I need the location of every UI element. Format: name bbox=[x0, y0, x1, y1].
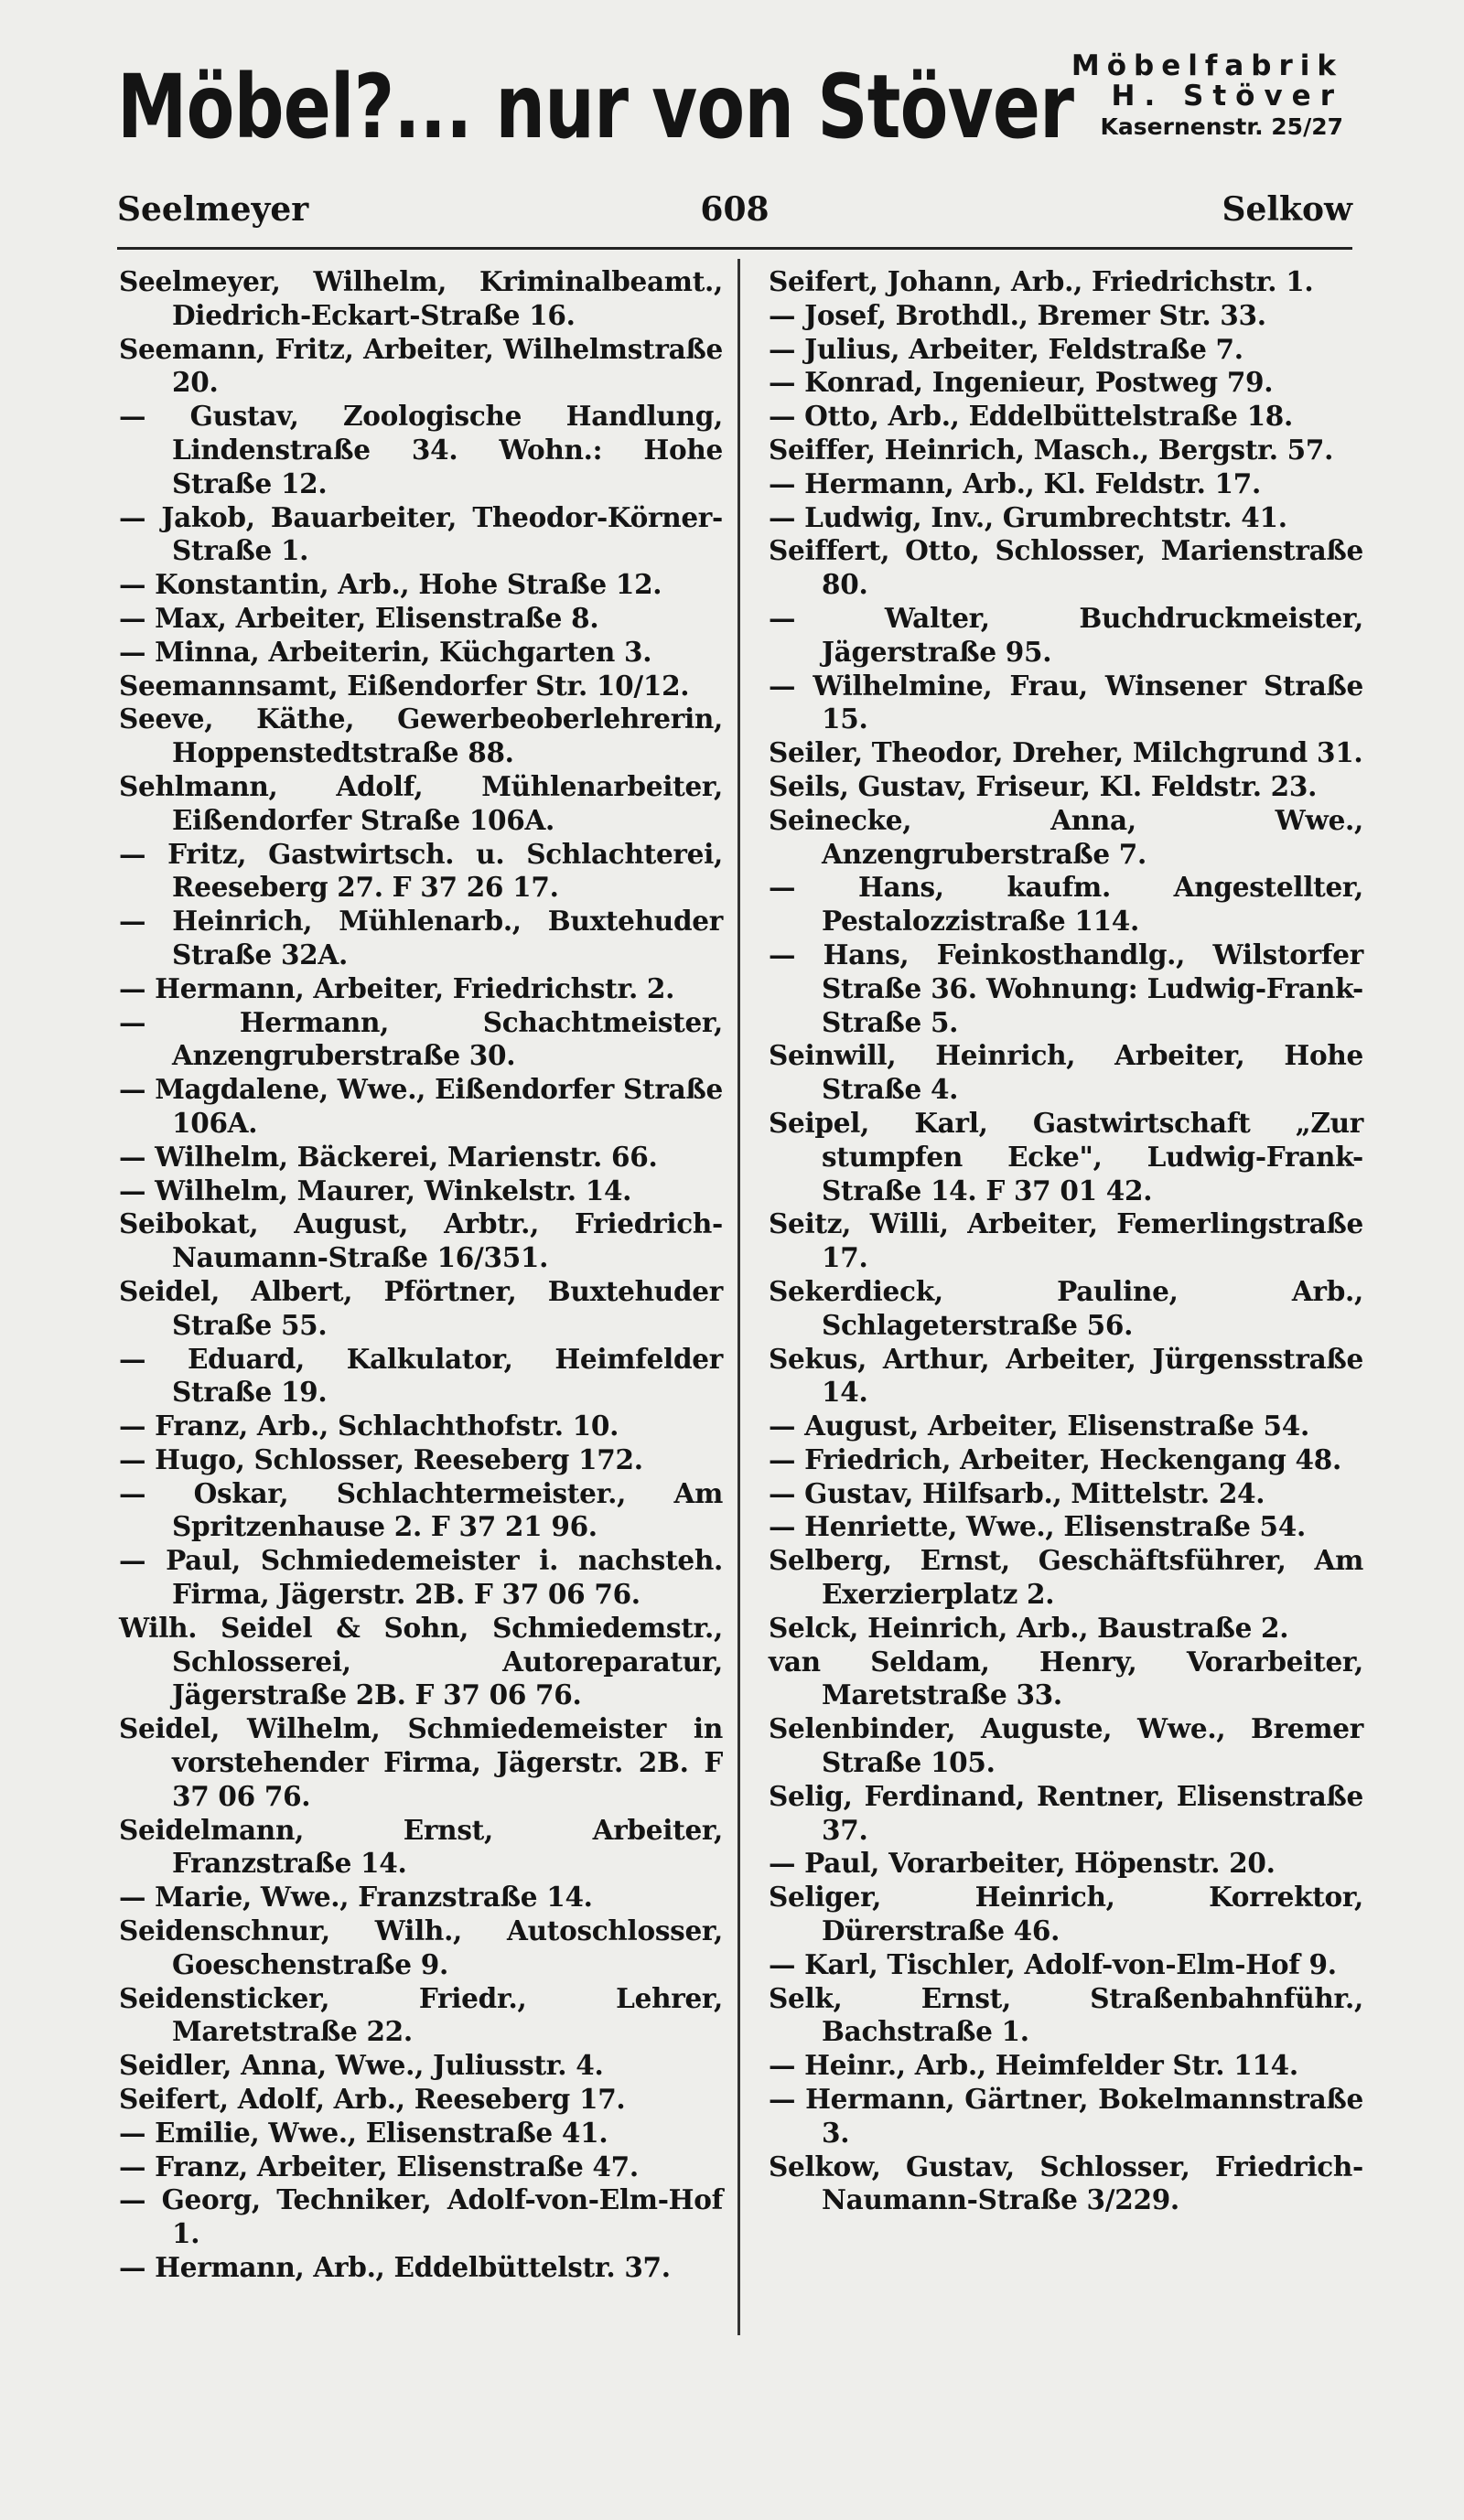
directory-entry: — Gustav, Zoologische Handlung, Lindenstraße 34. Wohn.: Hohe Straße 12. bbox=[119, 400, 723, 499]
directory-entry: Seiffer, Heinrich, Masch., Bergstr. 57. bbox=[769, 433, 1334, 466]
directory-entry: Seemann, Fritz, Arbeiter, Wilhelmstraße 20. bbox=[119, 332, 723, 399]
directory-entry: — Georg, Techniker, Adolf-von-Elm-Hof 1. bbox=[119, 2183, 723, 2250]
advert-slogan: Möbel?... nur von Stöver bbox=[117, 56, 1074, 158]
directory-entry: — Heinr., Arb., Heimfelder Str. 114. bbox=[769, 2049, 1298, 2082]
directory-entry: Seils, Gustav, Friseur, Kl. Feldstr. 23. bbox=[769, 769, 1318, 802]
directory-entry: Seiler, Theodor, Dreher, Milchgrund 31. bbox=[769, 736, 1363, 769]
header-divider bbox=[117, 247, 1352, 250]
directory-entry: — Friedrich, Arbeiter, Heckengang 48. bbox=[769, 1442, 1341, 1475]
directory-entry: Seidensticker, Friedr., Lehrer, Maretstraße 22. bbox=[119, 1981, 723, 2048]
directory-entry: Seipel, Karl, Gastwirtschaft „Zur stumpfen Ecke", Ludwig-Frank-Straße 14. F 37 01 42. bbox=[769, 1106, 1363, 1206]
directory-entry: Seidelmann, Ernst, Arbeiter, Franzstraße 14. bbox=[119, 1813, 723, 1880]
directory-entry: Seiffert, Otto, Schlosser, Marienstraße 80. bbox=[769, 534, 1363, 601]
directory-entry: — Ludwig, Inv., Grumbrechtstr. 41. bbox=[769, 500, 1287, 533]
page-number: 608 bbox=[700, 190, 770, 229]
advert-firm-line3: Kasernenstr. 25/27 bbox=[1100, 113, 1343, 140]
advertisement-banner bbox=[117, 48, 1343, 165]
directory-entry: — Konstantin, Arb., Hohe Straße 12. bbox=[119, 568, 662, 601]
directory-entry: Selck, Heinrich, Arb., Baustraße 2. bbox=[769, 1611, 1289, 1644]
directory-entry: — Konrad, Ingenieur, Postweg 79. bbox=[769, 366, 1274, 399]
directory-entry: Seifert, Johann, Arb., Friedrichstr. 1. bbox=[769, 265, 1314, 297]
advert-firm-line2: H. Stöver bbox=[1111, 80, 1343, 113]
directory-entry: — Walter, Buchdruckmeister, Jägerstraße 95. bbox=[769, 601, 1363, 668]
directory-entry: Seidel, Albert, Pförtner, Buxtehuder Straße 55. bbox=[119, 1274, 723, 1341]
directory-entry: — Heinrich, Mühlenarb., Buxtehuder Straße 32A. bbox=[119, 905, 723, 970]
directory-entry: — Karl, Tischler, Adolf-von-Elm-Hof 9. bbox=[769, 1947, 1337, 1980]
directory-entry: — Jakob, Bauarbeiter, Theodor-Körner-Straße 1. bbox=[119, 500, 723, 567]
directory-entry: — Eduard, Kalkulator, Heimfelder Straße 19. bbox=[119, 1342, 723, 1409]
directory-entry: Sekus, Arthur, Arbeiter, Jürgensstraße 14. bbox=[769, 1342, 1363, 1409]
directory-entry: — Hermann, Schachtmeister, Anzengruberstraße 30. bbox=[119, 1005, 723, 1072]
directory-entry: — Wilhelm, Bäckerei, Marienstr. 66. bbox=[119, 1140, 658, 1173]
directory-entry: — Hermann, Arb., Eddelbüttelstr. 37. bbox=[119, 2251, 671, 2284]
directory-entry: — Hermann, Arbeiter, Friedrichstr. 2. bbox=[119, 971, 675, 1004]
directory-entry: — Gustav, Hilfsarb., Mittelstr. 24. bbox=[769, 1476, 1265, 1509]
directory-entry: — Henriette, Wwe., Elisenstraße 54. bbox=[769, 1510, 1306, 1543]
directory-entry: Sekerdieck, Pauline, Arb., Schlageterstraße 56. bbox=[769, 1274, 1363, 1341]
directory-entry: — Wilhelm, Maurer, Winkelstr. 14. bbox=[119, 1174, 632, 1206]
directory-entry: Selk, Ernst, Straßenbahnführ., Bachstraße 1. bbox=[769, 1981, 1363, 2048]
directory-entry: — Minna, Arbeiterin, Küchgarten 3. bbox=[119, 635, 652, 668]
directory-entry: Seelmeyer, Wilhelm, Kriminalbeamt., Diedrich-Eckart-Straße 16. bbox=[119, 265, 723, 331]
left-column bbox=[119, 265, 723, 2285]
directory-entry: — Hans, kaufm. Angestellter, Pestalozzistraße 114. bbox=[769, 871, 1363, 938]
directory-entry: Seidenschnur, Wilh., Autoschlosser, Goeschenstraße 9. bbox=[119, 1914, 723, 1980]
directory-entry: — Hermann, Arb., Kl. Feldstr. 17. bbox=[769, 466, 1261, 499]
directory-entry: Seeve, Käthe, Gewerbeoberlehrerin, Hoppenstedtstraße 88. bbox=[119, 702, 723, 769]
directory-entry: — Paul, Vorarbeiter, Höpenstr. 20. bbox=[769, 1847, 1276, 1880]
header-last-entry: Selkow bbox=[1222, 190, 1352, 229]
directory-entry: — Paul, Schmiedemeister i. nachsteh. Firma, Jägerstr. 2B. F 37 06 76. bbox=[119, 1544, 723, 1611]
directory-entry: — August, Arbeiter, Elisenstraße 54. bbox=[769, 1410, 1309, 1442]
directory-entry: — Max, Arbeiter, Elisenstraße 8. bbox=[119, 601, 599, 634]
advert-firm-block bbox=[1046, 51, 1343, 142]
directory-entry: — Franz, Arbeiter, Elisenstraße 47. bbox=[119, 2150, 639, 2182]
directory-entry: — Oskar, Schlachtermeister., Am Spritzenhause 2. F 37 21 96. bbox=[119, 1476, 723, 1543]
directory-entry: — Fritz, Gastwirtsch. u. Schlachterei, Reeseberg 27. F 37 26 17. bbox=[119, 837, 723, 904]
directory-entry: Selig, Ferdinand, Rentner, Elisenstraße 37. bbox=[769, 1779, 1363, 1846]
directory-entry: Wilh. Seidel & Sohn, Schmiedemstr., Schlosserei, Autoreparatur, Jägerstraße 2B. F 37 06 76. bbox=[119, 1611, 723, 1711]
directory-entry: Seidler, Anna, Wwe., Juliusstr. 4. bbox=[119, 2049, 604, 2082]
directory-entry: van Seldam, Henry, Vorarbeiter, Maretstraße 33. bbox=[769, 1645, 1363, 1711]
directory-entry: Selenbinder, Auguste, Wwe., Bremer Straße 105. bbox=[769, 1712, 1363, 1779]
directory-entry: — Hugo, Schlosser, Reeseberg 172. bbox=[119, 1442, 643, 1475]
directory-entry: Seemannsamt, Eißendorfer Str. 10/12. bbox=[119, 669, 690, 702]
running-header bbox=[117, 183, 1352, 238]
directory-entry: — Hans, Feinkosthandlg., Wilstorfer Straße 36. Wohnung: Ludwig-Frank-Straße 5. bbox=[769, 938, 1363, 1038]
directory-entry: — Magdalene, Wwe., Eißendorfer Straße 106A. bbox=[119, 1073, 723, 1139]
directory-entry: Seibokat, August, Arbtr., Friedrich-Naumann-Straße 16/351. bbox=[119, 1207, 723, 1274]
column-divider bbox=[737, 259, 740, 2335]
directory-entry: — Hermann, Gärtner, Bokelmannstraße 3. bbox=[769, 2083, 1363, 2149]
directory-entry: Seinwill, Heinrich, Arbeiter, Hohe Straße 4. bbox=[769, 1039, 1363, 1106]
directory-entry: Seinecke, Anna, Wwe., Anzengruberstraße 7. bbox=[769, 803, 1363, 870]
header-first-entry: Seelmeyer bbox=[117, 190, 309, 229]
directory-entry: — Emilie, Wwe., Elisenstraße 41. bbox=[119, 2116, 608, 2149]
directory-entry: Seliger, Heinrich, Korrektor, Dürerstraße 46. bbox=[769, 1881, 1363, 1947]
directory-entry: — Otto, Arb., Eddelbüttelstraße 18. bbox=[769, 400, 1293, 433]
advert-firm-line1: Möbelfabrik bbox=[1071, 49, 1343, 82]
directory-entry: Seitz, Willi, Arbeiter, Femerlingstraße 17. bbox=[769, 1207, 1363, 1274]
directory-entry: — Julius, Arbeiter, Feldstraße 7. bbox=[769, 332, 1243, 365]
right-column bbox=[769, 265, 1363, 2217]
directory-entry: Selberg, Ernst, Geschäftsführer, Am Exerzierplatz 2. bbox=[769, 1544, 1363, 1611]
directory-entry: — Franz, Arb., Schlachthofstr. 10. bbox=[119, 1410, 619, 1442]
directory-entry: — Wilhelmine, Frau, Winsener Straße 15. bbox=[769, 669, 1363, 735]
directory-entry: Seifert, Adolf, Arb., Reeseberg 17. bbox=[119, 2083, 626, 2116]
directory-entry: — Josef, Brothdl., Bremer Str. 33. bbox=[769, 298, 1266, 331]
directory-entry: Selkow, Gustav, Schlosser, Friedrich-Naumann-Straße 3/229. bbox=[769, 2150, 1363, 2216]
directory-entry: — Marie, Wwe., Franzstraße 14. bbox=[119, 1881, 593, 1914]
directory-entry: Seidel, Wilhelm, Schmiedemeister in vorstehender Firma, Jägerstr. 2B. F 37 06 76. bbox=[119, 1712, 723, 1812]
directory-entry: Sehlmann, Adolf, Mühlenarbeiter, Eißendorfer Straße 106A. bbox=[119, 769, 723, 836]
